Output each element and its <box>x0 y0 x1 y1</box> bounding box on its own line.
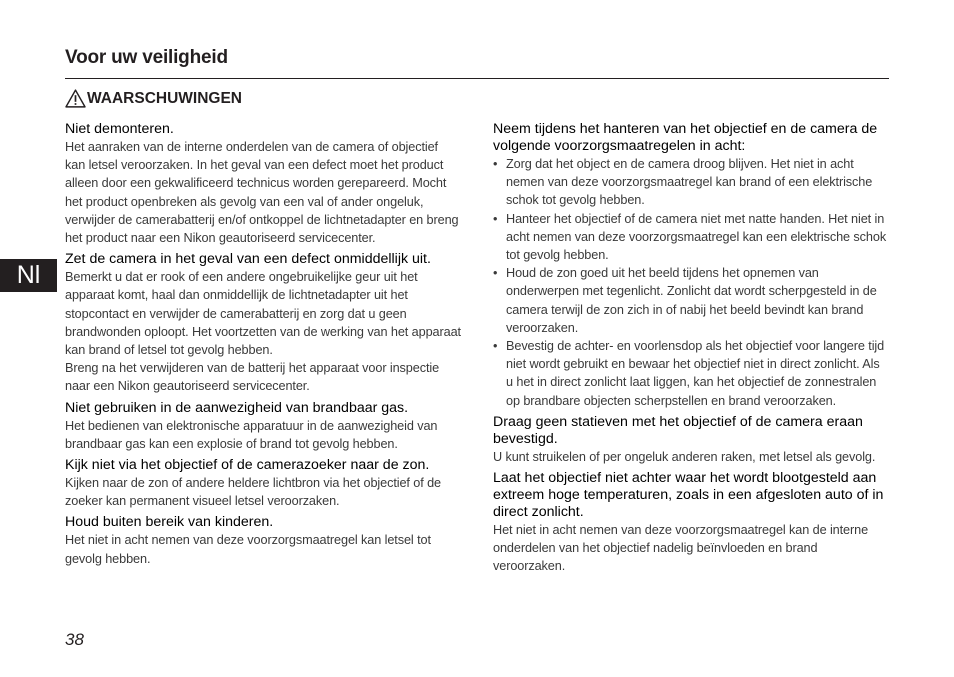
list-item: • Houd de zon goed uit het beeld tijdens het opnemen van onderwerpen met tegenlicht. Zonlicht dat wordt scherpgesteld in de camera terwijl de zon zich in of nabij het beeld bevindt kan brand veroorzaken. <box>493 264 889 337</box>
section-keep-from-children <box>65 514 461 567</box>
section-heading: Houd buiten bereik van kinderen. <box>65 514 274 531</box>
section-text: Bemerkt u dat er rook of een andere ongebruikelijke geur uit het apparaat komt, haal dan onmiddellijk de lichtnetadapter uit het stopcontact en verwijder de camerabatterij en zorg dat u geen brandwonden oploopt. Het voortzetten van de werking van het apparaat kan brand of letsel tot gevolg hebben. <box>65 270 461 358</box>
page-number: 38 <box>65 630 84 649</box>
precaution-list <box>493 155 889 410</box>
section-heading: Niet demonteren. <box>65 121 174 137</box>
section-text: Het niet in acht nemen van deze voorzorgsmaatregel kan letsel tot gevolg hebben. <box>65 533 431 566</box>
section-heading: Niet gebruiken in de aanwezigheid van brandbaar gas. <box>65 399 409 416</box>
section-do-not-look-at-sun <box>65 457 461 510</box>
section-flammable-gas <box>65 400 461 453</box>
section-heading: Draag geen statieven met het objectief of de camera eraan bevestigd. <box>493 413 863 447</box>
list-item: • Hanteer het objectief of de camera niet met natte handen. Het niet in acht nemen van deze voorzorgsmaatregel kan een elektrische schok tot gevolg hebben. <box>493 210 889 265</box>
section-no-disassemble <box>65 121 461 247</box>
section-text: Het bedienen van elektronische apparatuur in de aanwezigheid van brandbaar gas kan een explosie of brand tot gevolg hebben. <box>65 418 438 451</box>
section-text: Breng na het verwijderen van de batterij het apparaat voor inspectie naar een Nikon geautoriseerd servicecenter. <box>65 361 440 394</box>
section-text: Kijken naar de zon of andere heldere lichtbron via het objectief of de zoeker kan permanent visueel letsel veroorzaken. <box>65 476 441 509</box>
section-text: Het aanraken van de interne onderdelen van de camera of objectief kan letsel veroorzaken. In het geval van een defect moet het product alleen door een gekwalificeerd technicus worden gerepareerd. Mocht het product openbreken als gevolg van een val of ander ongeluk, verwijder de camerabatterij en/of ontkoppel de lichtnetadapter en breng het product naar een Nikon geautoriseerd servicecenter. <box>65 140 459 246</box>
list-item: • Bevestig de achter- en voorlensdop als het objectief voor langere tijd niet wordt gebruikt en bewaar het objectief niet in direct zonlicht. Als u het in direct zonlicht laat liggen, kan het objectief de zonnestralen op brandbare objecten scherpstellen en brand veroorzaken. <box>493 337 889 410</box>
section-text: U kunt struikelen of per ongeluk anderen raken, met letsel als gevolg. <box>493 449 876 464</box>
section-handling-precautions <box>493 121 889 410</box>
section-heading: Laat het objectief niet achter waar het wordt blootgesteld aan extreem hoge temperaturen, zoals in een afgesloten auto of in direct zonlicht. <box>493 470 884 521</box>
left-column <box>65 117 461 568</box>
warning-heading-row <box>65 89 242 108</box>
section-turn-off-on-malfunction <box>65 251 461 395</box>
section-heading: Neem tijdens het hanteren van het objectief en de camera de volgende voorzorgsmaatregelen in acht: <box>493 121 878 154</box>
page-title: Voor uw veiligheid <box>65 47 228 68</box>
language-tab: Nl <box>0 259 57 292</box>
section-heading: Kijk niet via het objectief of de camerazoeker naar de zon. <box>65 457 430 474</box>
warning-triangle-icon <box>65 89 86 108</box>
title-divider <box>65 78 889 79</box>
section-heading: Zet de camera in het geval van een defect onmiddellijk uit. <box>65 251 431 268</box>
right-column <box>493 117 889 576</box>
section-text: Het niet in acht nemen van deze voorzorgsmaatregel kan de interne onderdelen van het objectief nadelig beïnvloeden en brand veroorzaken. <box>493 523 869 574</box>
warning-heading: WAARSCHUWINGEN <box>87 89 242 107</box>
list-item: • Zorg dat het object en de camera droog blijven. Het niet in acht nemen van deze voorzorgsmaatregel kan brand of een elektrische schok tot gevolg hebben. <box>493 155 889 210</box>
section-high-temperatures <box>493 470 889 576</box>
section-tripods <box>493 414 889 466</box>
